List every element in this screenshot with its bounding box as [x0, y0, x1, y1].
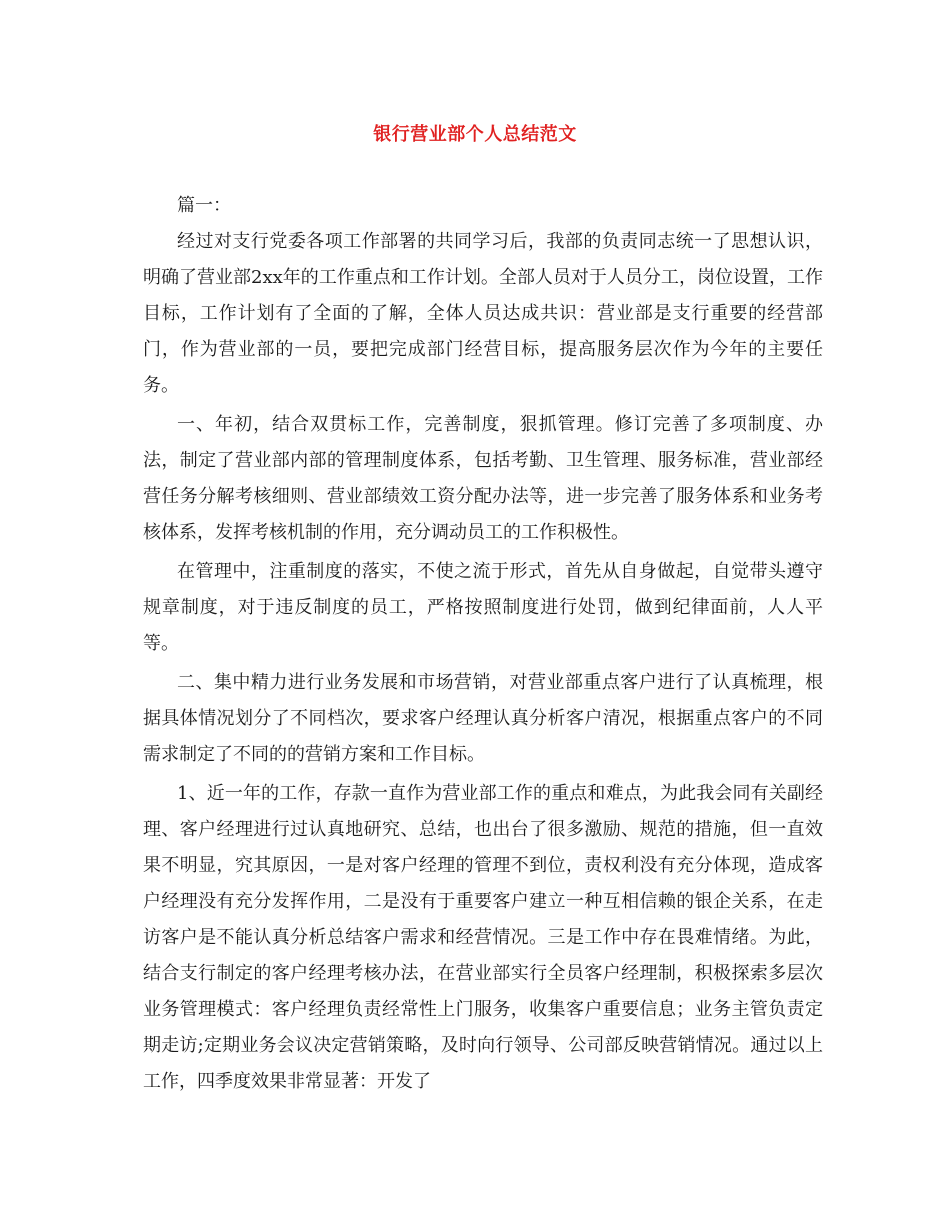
- document-body: [143, 190, 823, 1103]
- document-title: 银行营业部个人总结范文: [373, 124, 577, 145]
- paragraph-3: 在管理中，注重制度的落实，不使之流于形式，首先从自身做起，自觉带头遵守规章制度，对于违反制度的员工，严格按照制度进行处罚，做到纪律面前，人人平等。: [143, 561, 823, 654]
- paragraph-2: 一、年初，结合双贯标工作，完善制度，狠抓管理。修订完善了多项制度、办法，制定了营业部内部的管理制度体系，包括考勤、卫生管理、服务标准，营业部经营任务分解考核细则、营业部绩效工资分配办法等，进一步完善了服务体系和业务考核体系，发挥考核机制的作用，充分调动员工的工作积极性。: [143, 414, 823, 543]
- section-label: 篇一：: [177, 195, 231, 216]
- paragraph-4: 二、集中精力进行业务发展和市场营销，对营业部重点客户进行了认真梳理，根据具体情况划分了不同档次，要求客户经理认真分析客户清况，根据重点客户的不同需求制定了不同的的营销方案和工作目标。: [143, 672, 823, 765]
- paragraph-5: 1、近一年的工作，存款一直作为营业部工作的重点和难点，为此我会同有关副经理、客户经理进行过认真地研究、总结，也出台了很多激励、规范的措施，但一直效果不明显，究其原因，一是对客户经理的管理不到位，责权利没有充分体现，造成客户经理没有充分发挥作用，二是没有于重要客户建立一种互相信赖的银企关系，在走访客户是不能认真分析总结客户需求和经营情况。三是工作中存在畏难情绪。为此，结合支行制定的客户经理考核办法，在营业部实行全员客户经理制，积极探索多层次业务管理模式：客户经理负责经常性上门服务，收集客户重要信息；业务主管负责定期走访;定期业务会议决定营销策略，及时向行领导、公司部反映营销情况。通过以上工作，四季度效果非常显著：开发了: [143, 783, 823, 1092]
- paragraph-1: 经过对支行党委各项工作部署的共同学习后，我部的负责同志统一了思想认识，明确了营业部2xx年的工作重点和工作计划。全部人员对于人员分工，岗位设置，工作目标，工作计划有了全面的了解，全体人员达成共识：营业部是支行重要的经营部门，作为营业部的一员，要把完成部门经营目标，提高服务层次作为今年的主要任务。: [143, 231, 823, 396]
